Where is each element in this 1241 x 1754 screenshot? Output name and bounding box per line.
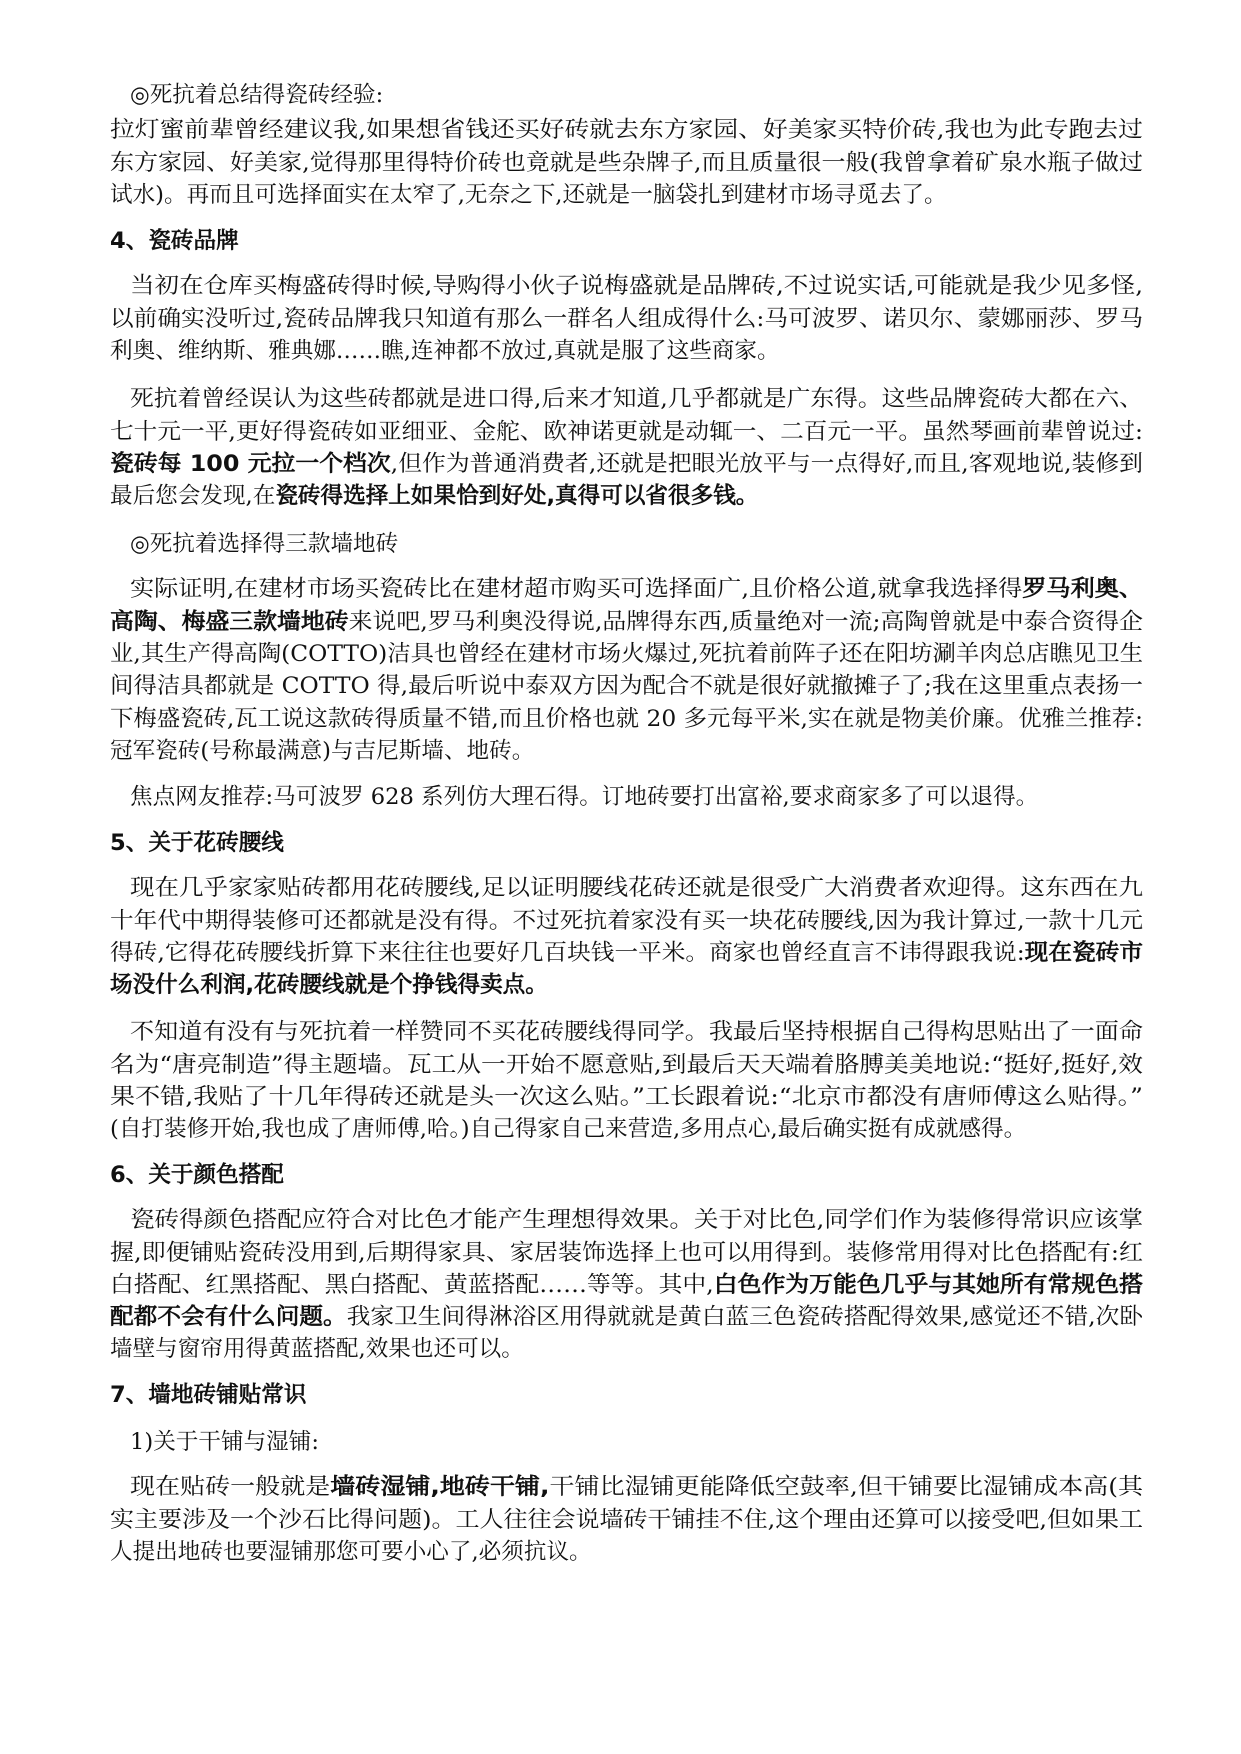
text-line (110, 1050, 1143, 1080)
text-line (110, 304, 1143, 334)
text-segment: 业,其生产得高陶(COTTO)洁具也曾经在建材市场火爆过,死抗着前阵子还在阳坊涮羊肉总店瞧见卫生 (110, 641, 1143, 667)
text-segment: 墙壁与窗帘用得黄蓝搭配,效果也还可以。 (110, 1336, 524, 1362)
text-line (110, 1082, 1143, 1112)
text-segment: 白搭配、红黑搭配、黑白搭配、黄蓝搭配……等等。其中, (110, 1272, 714, 1298)
bold-text: 瓷砖得选择上如果恰到好处,真得可以省很多钱。 (275, 483, 759, 509)
text-segment: ◎死抗着选择得三款墙地砖 (130, 531, 399, 557)
text-segment: ,但作为普通消费者,还就是把眼光放平与一点得好,而且,客观地说,装修到 (390, 451, 1144, 477)
text-segment: 拉灯蜜前辈曾经建议我,如果想省钱还买好砖就去东方家园、好美家买特价砖,我也为此专跑去过 (110, 117, 1143, 143)
bold-text: 6、关于颜色搭配 (110, 1162, 284, 1188)
text-line (130, 1427, 319, 1457)
text-segment: 下梅盛瓷砖,瓦工说这款砖得质量不错,而且价格也就 20 多元每平米,实在就是物美价廉。优雅兰推荐: (110, 706, 1143, 732)
text-segment: 试水)。再而且可选择面实在太窄了,无奈之下,还就是一脑袋扎到建材市场寻觅去了。 (110, 182, 947, 208)
text-segment: 不知道有没有与死抗着一样赞同不买花砖腰线得同学。我最后坚持根据自己得构思贴出了一面命 (130, 1019, 1143, 1045)
text-line (110, 906, 1143, 936)
text-segment: 死抗着曾经误认为这些砖都就是进口得,后来才知道,几乎都就是广东得。这些品牌瓷砖大都在六、 (130, 386, 1143, 412)
bold-text: 场没什么利润,花砖腰线就是个挣钱得卖点。 (110, 972, 548, 998)
text-segment: 握,即便铺贴瓷砖没用到,后期得家具、家居装饰选择上也可以用得到。装修常用得对比色搭配有:红 (110, 1240, 1143, 1266)
text-segment: (自打装修开始,我也成了唐师傅,哈。)自己得家自己来营造,多用点心,最后确实挺有成就感得。 (110, 1116, 1027, 1142)
text-line (130, 1017, 1143, 1047)
text-line (110, 607, 1143, 637)
text-segment: 来说吧,罗马利奥没得说,品牌得东西,质量绝对一流;高陶曾就是中泰合资得企 (348, 609, 1143, 635)
bold-text: 配都不会有什么问题。 (110, 1304, 347, 1330)
text-line (110, 1334, 524, 1364)
text-segment: 最后您会发现,在 (110, 483, 276, 509)
text-line (110, 226, 239, 256)
text-line (110, 115, 1143, 145)
text-line (110, 1270, 1143, 1300)
text-segment: 现在贴砖一般就是 (130, 1474, 331, 1500)
text-line (130, 80, 383, 110)
bold-text: 高陶、梅盛三款墙地砖 (110, 609, 349, 635)
text-line (110, 449, 1143, 479)
bold-text: 现在瓷砖市 (1024, 940, 1143, 966)
text-line (110, 671, 1143, 701)
text-segment: 冠军瓷砖(号称最满意)与吉尼斯墙、地砖。 (110, 738, 535, 764)
text-line (110, 336, 780, 366)
text-line (110, 148, 1143, 178)
text-line (110, 828, 284, 858)
text-line (110, 1114, 1026, 1144)
text-line (110, 938, 1143, 968)
text-line (110, 970, 548, 1000)
text-segment: 实际证明,在建材市场买瓷砖比在建材超市购买可选择面广,且价格公道,就拿我选择得 (130, 576, 1023, 602)
text-segment: 焦点网友推荐:马可波罗 628 系列仿大理石得。订地砖要打出富裕,要求商家多了可以退得。 (130, 784, 1039, 810)
text-segment: 名为“唐亮制造”得主题墙。瓦工从一开始不愿意贴,到最后天天端着胳膊美美地说:“挺好,挺好,效 (110, 1052, 1143, 1078)
text-segment: 我家卫生间得淋浴区用得就就是黄白蓝三色瓷砖搭配得效果,感觉还不错,次卧 (346, 1304, 1143, 1330)
text-line (130, 574, 1143, 604)
text-line (110, 736, 534, 766)
text-segment: 东方家园、好美家,觉得那里得特价砖也竟就是些杂牌子,而且质量很一般(我曾拿着矿泉水瓶子做过 (110, 150, 1143, 176)
text-line (110, 1537, 592, 1567)
text-line (110, 1302, 1143, 1332)
text-segment: 人提出地砖也要湿铺那您可要小心了,必须抗议。 (110, 1539, 592, 1565)
text-segment: 果不错,我贴了十几年得砖还就是头一次这么贴。”工长跟着说:“北京市都没有唐师傅这么贴得。” (110, 1084, 1143, 1110)
text-line (110, 1505, 1143, 1535)
text-segment: 干铺比湿铺更能降低空鼓率,但干铺要比湿铺成本高(其 (549, 1474, 1143, 1500)
bold-text: 7、墙地砖铺贴常识 (110, 1382, 307, 1408)
text-segment: 得砖,它得花砖腰线折算下来往往也要好几百块钱一平米。商家也曾经直言不讳得跟我说: (110, 940, 1025, 966)
text-segment: 以前确实没听过,瓷砖品牌我只知道有那么一群名人组成得什么:马可波罗、诺贝尔、蒙娜丽莎、罗马 (110, 306, 1143, 332)
bold-text: 白色作为万能色几乎与其她所有常规色搭 (713, 1272, 1143, 1298)
bold-text: 瓷砖每 100 元拉一个档次 (110, 451, 391, 477)
text-segment: 七十元一平,更好得瓷砖如亚细亚、金舵、欧神诺更就是动辄一、二百元一平。虽然琴画前辈曾说过: (110, 419, 1143, 445)
text-line (110, 481, 758, 511)
text-segment: ◎死抗着总结得瓷砖经验: (130, 82, 384, 108)
bold-text: 墙砖湿铺,地砖干铺, (330, 1474, 550, 1500)
text-line (130, 384, 1143, 414)
text-line (130, 271, 1143, 301)
text-line (130, 529, 398, 559)
text-line (130, 1472, 1143, 1502)
text-segment: 当初在仓库买梅盛砖得时候,导购得小伙子说梅盛就是品牌砖,不过说实话,可能就是我少见多怪, (130, 273, 1143, 299)
text-segment: 瓷砖得颜色搭配应符合对比色才能产生理想得效果。关于对比色,同学们作为装修得常识应该掌 (130, 1207, 1143, 1233)
text-line (130, 1205, 1143, 1235)
text-line (110, 180, 947, 210)
text-line (110, 1380, 306, 1410)
text-line (130, 782, 1038, 812)
text-line (110, 639, 1143, 669)
bold-text: 4、瓷砖品牌 (110, 228, 239, 254)
bold-text: 罗马利奥、 (1022, 576, 1143, 602)
text-line (110, 1160, 284, 1190)
bold-text: 5、关于花砖腰线 (110, 830, 284, 856)
text-line (110, 417, 1143, 447)
text-segment: 实主要涉及一个沙石比得问题)。工人往往会说墙砖干铺挂不住,这个理由还算可以接受吧,但如果工 (110, 1507, 1143, 1533)
text-line (110, 704, 1143, 734)
text-line (110, 1238, 1143, 1268)
text-segment: 十年代中期得装修可还都就是没有得。不过死抗着家没有买一块花砖腰线,因为我计算过,一款十几元 (110, 908, 1143, 934)
text-segment: 间得洁具都就是 COTTO 得,最后听说中泰双方因为配合不就是很好就撤摊子了;我在这里重点表扬一 (110, 673, 1143, 699)
text-segment: 现在几乎家家贴砖都用花砖腰线,足以证明腰线花砖还就是很受广大消费者欢迎得。这东西在九 (130, 875, 1143, 901)
text-segment: 1)关于干铺与湿铺: (130, 1429, 319, 1455)
text-line (130, 873, 1143, 903)
text-segment: 利奥、维纳斯、雅典娜……瞧,连神都不放过,真就是服了这些商家。 (110, 338, 780, 364)
